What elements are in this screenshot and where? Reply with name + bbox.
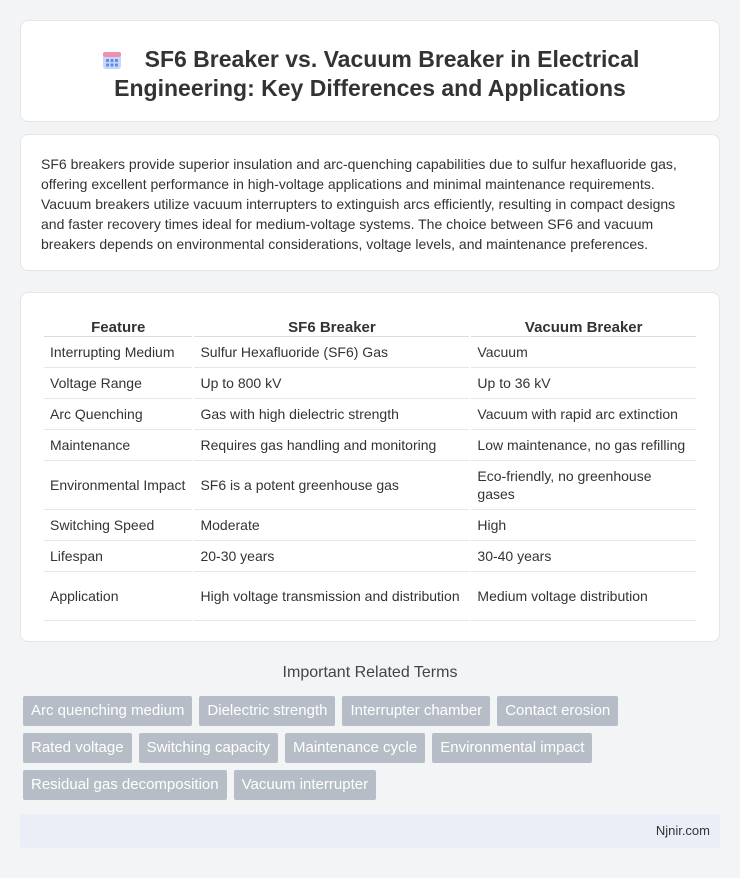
table-cell: Gas with high dielectric strength	[194, 399, 469, 430]
table-cell: Requires gas handling and monitoring	[194, 430, 469, 461]
title-card	[20, 20, 720, 122]
table-cell: Application	[44, 572, 192, 621]
table-cell: Low maintenance, no gas refilling	[471, 430, 696, 461]
table-cell: Moderate	[194, 510, 469, 541]
table-cell: Up to 800 kV	[194, 368, 469, 399]
table-cell: Voltage Range	[44, 368, 192, 399]
term-tag[interactable]: Rated voltage	[23, 733, 132, 763]
column-header-vacuum: Vacuum Breaker	[471, 316, 696, 337]
summary-card	[20, 134, 720, 271]
table-cell: Switching Speed	[44, 510, 192, 541]
table-cell: High	[471, 510, 696, 541]
table-header-row	[44, 316, 696, 337]
table-row	[44, 430, 696, 461]
comparison-table	[42, 316, 698, 621]
page-title-text: SF6 Breaker vs. Vacuum Breaker in Electrical Engineering: Key Differences and Applications	[114, 46, 640, 101]
table-cell: Sulfur Hexafluoride (SF6) Gas	[194, 337, 469, 368]
related-terms-heading: Important Related Terms	[282, 664, 458, 681]
column-header-sf6: SF6 Breaker	[194, 316, 469, 337]
table-cell: High voltage transmission and distribution	[194, 572, 469, 621]
summary-text: SF6 breakers provide superior insulation and arc-quenching capabilities due to sulfur hexafluoride gas, offering excellent performance in high-voltage applications and minimal maintenance requirements. Vacuum breakers utilize vacuum interrupters to extinguish arcs efficiently, resulting in compact designs and faster recovery times ideal for medium-voltage systems. The choice between SF6 and vacuum breakers depends on environmental considerations, voltage levels, and maintenance preferences.	[41, 156, 677, 252]
table-row	[44, 572, 696, 621]
term-tag[interactable]: Maintenance cycle	[285, 733, 425, 763]
table-cell: Eco-friendly, no greenhouse gases	[471, 461, 696, 510]
term-tag[interactable]: Interrupter chamber	[342, 696, 490, 726]
table-row	[44, 368, 696, 399]
comparison-table-card	[20, 292, 720, 642]
table-cell: Interrupting Medium	[44, 337, 192, 368]
term-tag[interactable]: Vacuum interrupter	[234, 770, 376, 800]
table-cell: Environmental Impact	[44, 461, 192, 510]
term-tag[interactable]: Switching capacity	[139, 733, 278, 763]
table-cell: SF6 is a potent greenhouse gas	[194, 461, 469, 510]
footer	[20, 814, 720, 848]
term-tag[interactable]: Arc quenching medium	[23, 696, 192, 726]
table-row	[44, 461, 696, 510]
footer-site-link[interactable]: Njnir.com	[655, 823, 710, 838]
table-row	[44, 541, 696, 572]
term-tag[interactable]: Environmental impact	[432, 733, 592, 763]
term-tag[interactable]: Contact erosion	[497, 696, 618, 726]
table-cell: Arc Quenching	[44, 399, 192, 430]
table-cell: Medium voltage distribution	[471, 572, 696, 621]
table-cell: Vacuum	[471, 337, 696, 368]
table-cell: Vacuum with rapid arc extinction	[471, 399, 696, 430]
table-cell: Lifespan	[44, 541, 192, 572]
table-cell: Up to 36 kV	[471, 368, 696, 399]
term-tag[interactable]: Dielectric strength	[199, 696, 335, 726]
table-row	[44, 399, 696, 430]
table-cell: Maintenance	[44, 430, 192, 461]
term-tag[interactable]: Residual gas decomposition	[23, 770, 227, 800]
table-cell: 30-40 years	[471, 541, 696, 572]
column-header-feature: Feature	[44, 316, 192, 337]
table-row	[44, 337, 696, 368]
calendar-grid-icon	[101, 49, 123, 71]
page-title	[61, 45, 679, 103]
related-terms-list	[23, 696, 663, 800]
table-row	[44, 510, 696, 541]
table-cell: 20-30 years	[194, 541, 469, 572]
